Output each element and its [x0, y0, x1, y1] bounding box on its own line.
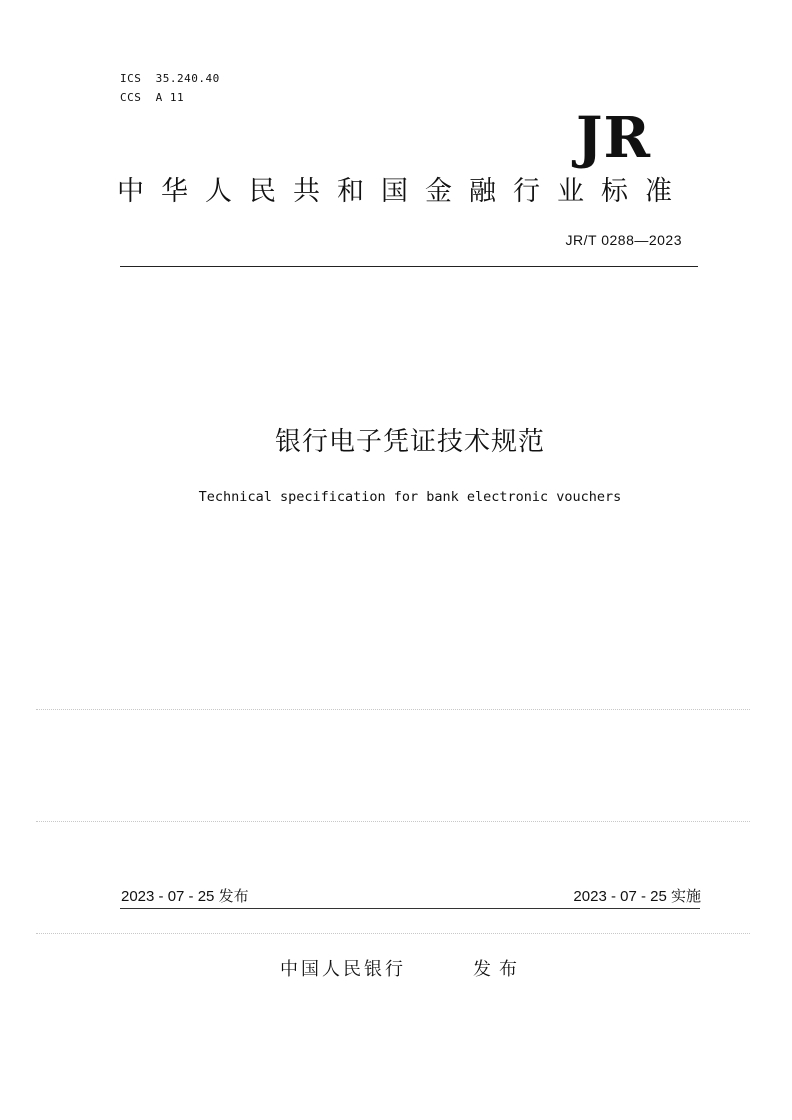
- issuing-authority: 中国人民银行: [280, 959, 406, 980]
- standard-number: JR/T 0288—2023: [565, 232, 682, 248]
- ics-code: ICS 35.240.40: [120, 72, 220, 85]
- date-divider: [120, 908, 700, 909]
- publish-date: 2023 - 07 - 25 发布: [121, 888, 249, 905]
- dotted-guide-line: [36, 933, 750, 934]
- document-title-chinese: 银行电子凭证技术规范: [274, 427, 545, 457]
- implementation-date: 2023 - 07 - 25 实施: [573, 888, 701, 905]
- dotted-guide-line: [36, 821, 750, 822]
- document-title-english: Technical specification for bank electronic vouchers: [198, 489, 622, 505]
- jr-logo: JR: [575, 105, 651, 171]
- dotted-guide-line: [36, 709, 750, 710]
- header-divider: [120, 266, 698, 267]
- issue-label: 发布: [473, 959, 525, 980]
- standard-category-title: 中华人民共和国金融行业标准: [117, 176, 689, 207]
- ccs-code: CCS A 11: [120, 91, 185, 104]
